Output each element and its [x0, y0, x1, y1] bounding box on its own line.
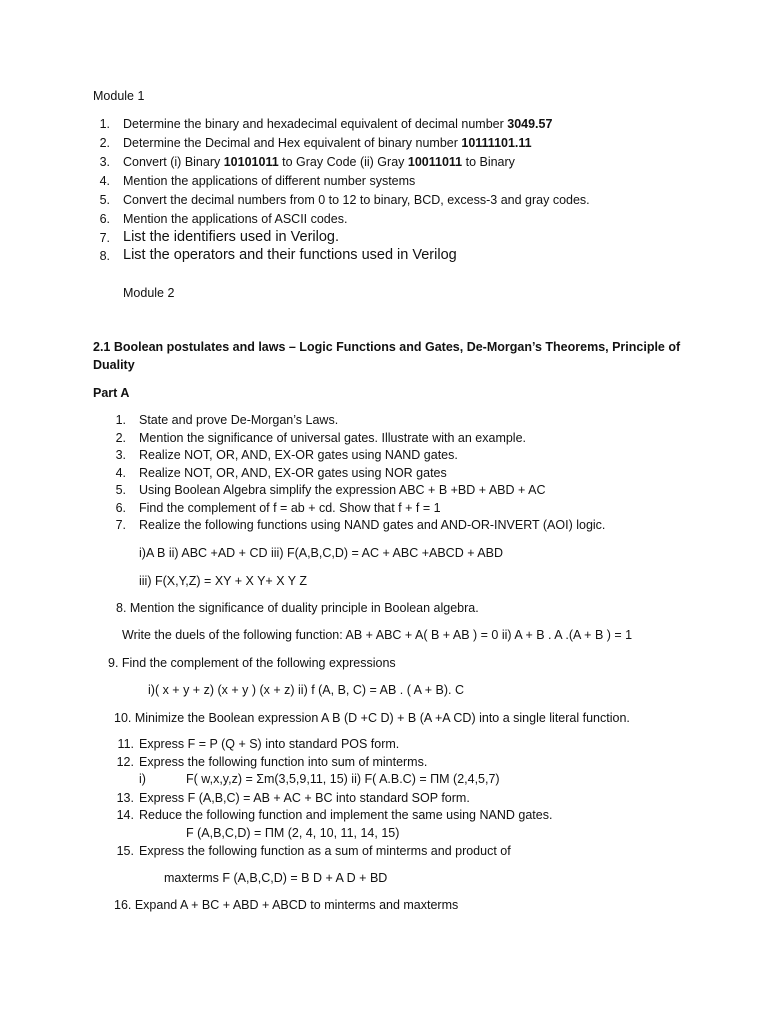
item-14-expression: F (A,B,C,D) = ΠM (2, 4, 10, 11, 14, 15) — [186, 826, 400, 840]
list-item: Find the complement of f = ab + cd. Show that f + f = 1 — [139, 501, 441, 515]
list-item: Express the following function into sum of minterms. — [139, 755, 428, 769]
list-item: Reduce the following function and implement the same using NAND gates. — [139, 808, 553, 822]
module-1-title: Module 1 — [93, 89, 145, 103]
list-number: 13. — [116, 791, 134, 805]
list-number: 14. — [116, 808, 134, 822]
list-item: Determine the Decimal and Hex equivalent of binary number 10111101.11 — [123, 136, 532, 150]
module-2-title: Module 2 — [123, 286, 175, 300]
list-item: 10. Minimize the Boolean expression A B (D +C D) + B (A +A CD) into a single literal function. — [114, 711, 630, 725]
list-item: Determine the binary and hexadecimal equivalent of decimal number 3049.57 — [123, 117, 553, 131]
item-12-sub-label: i) — [139, 772, 146, 786]
list-number: 1. — [115, 413, 126, 427]
list-item: 8. Mention the significance of duality principle in Boolean algebra. — [116, 601, 479, 615]
section-heading: 2.1 Boolean postulates and laws – Logic Functions and Gates, De-Morgan’s Theorems, Principle of Duality — [93, 340, 681, 372]
list-item: 16. Expand A + BC + ABD + ABCD to minterms and maxterms — [114, 898, 459, 912]
list-item: State and prove De-Morgan’s Laws. — [139, 413, 339, 427]
list-item: Realize NOT, OR, AND, EX-OR gates using NAND gates. — [139, 448, 458, 462]
item-15-expression: maxterms F (A,B,C,D) = B D + A D + BD — [164, 871, 388, 885]
list-number: 4. — [99, 174, 110, 188]
item-7-expression-1: i)A B ii) ABC +AD + CD iii) F(A,B,C,D) = AC + ABC +ABCD + ABD — [139, 546, 503, 560]
item-9-expression: i)( x + y + z) (x + y ) (x + z) ii) f (A, B, C) = AB . ( A + B). C — [148, 683, 465, 697]
list-item: Realize NOT, OR, AND, EX-OR gates using NOR gates — [139, 466, 447, 480]
item-12-expression: F( w,x,y,z) = Σm(3,5,9,11, 15) ii) F( A.B.C) = ΠM (2,4,5,7) — [186, 772, 500, 786]
list-item: Convert (i) Binary 10101011 to Gray Code (ii) Gray 10011011 to Binary — [123, 155, 515, 169]
list-number: 8. — [99, 249, 110, 263]
list-number: 7. — [99, 231, 110, 245]
list-item: Express F (A,B,C) = AB + AC + BC into standard SOP form. — [139, 791, 470, 805]
list-number: 5. — [115, 483, 126, 497]
list-number: 15. — [116, 844, 134, 858]
list-number: 3. — [115, 448, 126, 462]
list-number: 11. — [117, 737, 134, 751]
list-item: Mention the applications of different number systems — [123, 174, 416, 188]
list-number: 2. — [115, 431, 126, 445]
part-a-label: Part A — [93, 386, 130, 400]
list-number: 1. — [99, 117, 110, 131]
list-item: Mention the significance of universal gates. Illustrate with an example. — [139, 431, 527, 445]
item-7-expression-2: iii) F(X,Y,Z) = XY + X Y+ X Y Z — [139, 574, 308, 588]
list-number: 4. — [115, 466, 126, 480]
list-item: List the operators and their functions used in Verilog — [123, 247, 457, 263]
item-8-expression: Write the duels of the following function: AB + ABC + A( B + AB ) = 0 ii) A + B . A .(A + B ) = 1 — [122, 628, 633, 642]
list-number: 12. — [116, 755, 134, 769]
list-item: Using Boolean Algebra simplify the expression ABC + B +BD + ABD + AC — [139, 483, 546, 497]
list-number: 2. — [99, 136, 110, 150]
list-item: Realize the following functions using NAND gates and AND-OR-INVERT (AOI) logic. — [139, 518, 606, 532]
list-item: List the identifiers used in Verilog. — [123, 229, 340, 245]
list-number: 6. — [99, 212, 110, 226]
list-item: Express F = P (Q + S) into standard POS form. — [139, 737, 400, 751]
list-number: 6. — [115, 501, 126, 515]
list-number: 7. — [115, 518, 126, 532]
list-item: Express the following function as a sum of minterms and product of — [139, 844, 511, 858]
list-number: 5. — [99, 193, 110, 207]
list-item: Convert the decimal numbers from 0 to 12 to binary, BCD, excess-3 and gray codes. — [123, 193, 590, 207]
list-item: Mention the applications of ASCII codes. — [123, 212, 348, 226]
list-number: 3. — [99, 155, 110, 169]
list-item: 9. Find the complement of the following expressions — [108, 656, 396, 670]
